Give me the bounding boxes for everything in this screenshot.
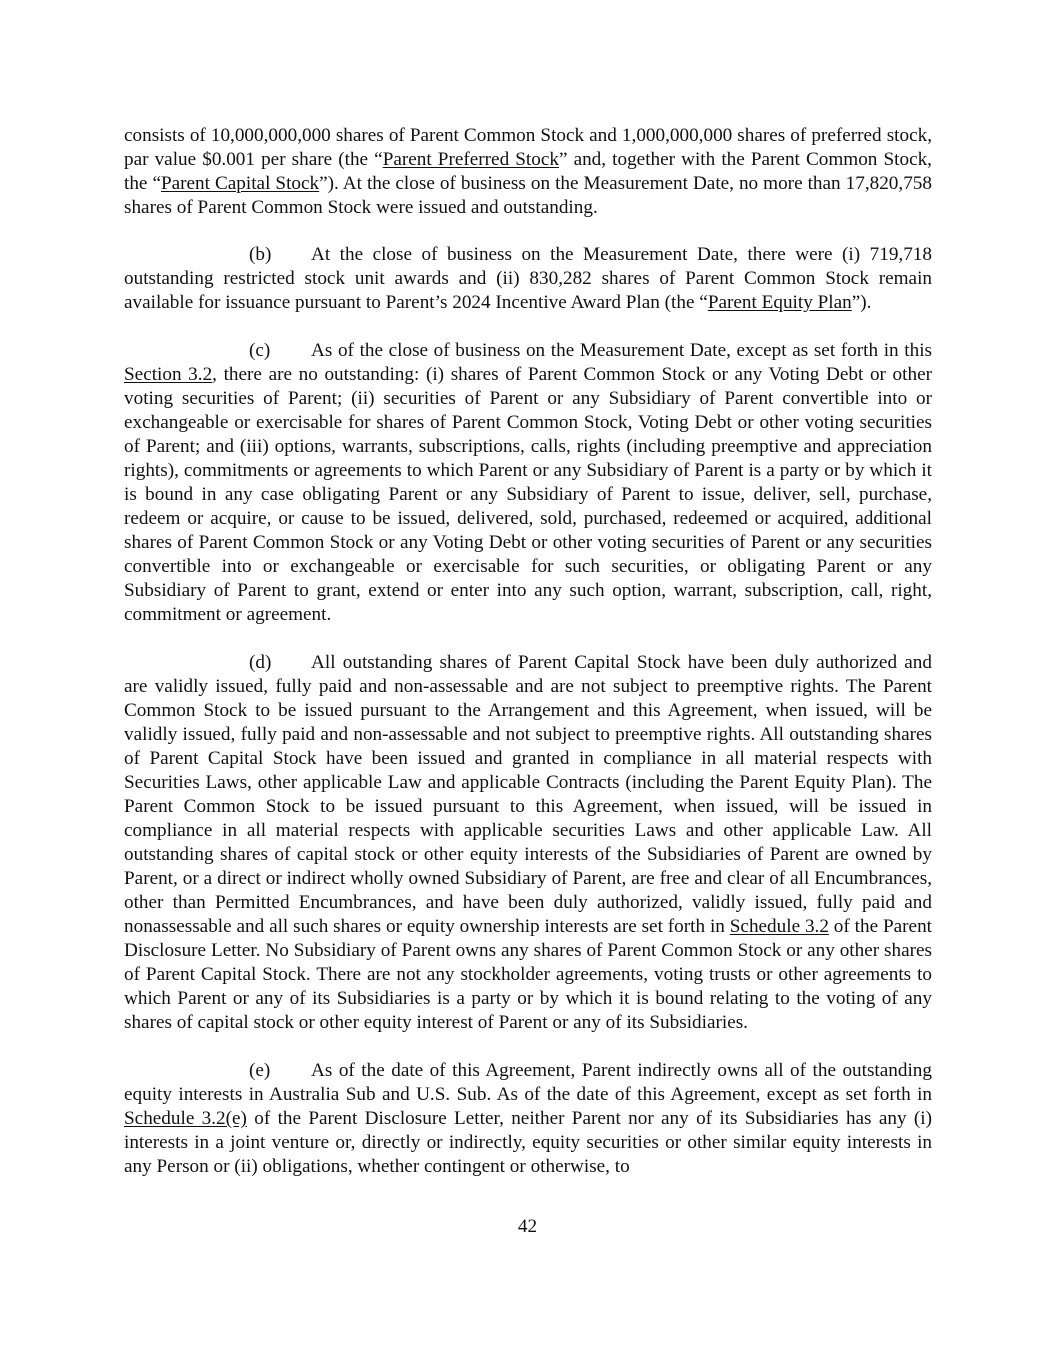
paragraph-label: (e)	[249, 1060, 271, 1081]
paragraph-e: (e) As of the date of this Agreement, Parent indirectly owns all of the outstanding equity interests in Australia Sub and U.S. Sub. As of the date of this Agreement, except as set forth in Schedule 3.2(e) of the Parent Disclosure Letter, neither Parent nor any of its Subsidiaries has any (i) interests in a joint venture or, directly or indirectly, equity securities or other similar equity interests in any Person or (ii) obligations, whether contingent or otherwise, to	[124, 1060, 932, 1177]
defined-term-parent-capital-stock: Parent Capital Stock	[160, 173, 320, 194]
paragraph-label: (c)	[249, 340, 271, 361]
paragraph-label: (d)	[249, 652, 272, 673]
paragraph-d: (d) All outstanding shares of Parent Capital Stock have been duly authorized and are validly issued, fully paid and non-assessable and are not subject to preemptive rights. The Parent Common Stock to be issued pursuant to the Arrangement and this Agreement, when issued, will be validly issued, fully paid and non-assessable and not subject to preemptive rights. All outstanding shares of Parent Capital Stock have been issued and granted in compliance in all material respects with Securities Laws, other applicable Law and applicable Contracts (including the Parent Equity Plan). The Parent Common Stock to be issued pursuant to this Agreement, when issued, will be issued in compliance in all material respects with applicable securities Laws and other applicable Law. All outstanding shares of capital stock or other equity interests of the Subsidiaries of Parent are owned by Parent, or a direct or indirect wholly owned Subsidiary of Parent, are free and clear of all Encumbrances, other than Permitted Encumbrances, and have been duly authorized, validly issued, fully paid and nonassessable and all such shares or equity ownership interests are set forth in Schedule 3.2 of the Parent Disclosure Letter. No Subsidiary of Parent owns any shares of Parent Common Stock or any other shares of Parent Capital Stock. There are not any stockholder agreements, voting trusts or other agreements to which Parent or any of its Subsidiaries is a party or by which it is bound relating to the voting of any shares of capital stock or other equity interest of Parent or any of its Subsidiaries.	[124, 652, 932, 1033]
paragraph-label: (b)	[249, 244, 272, 265]
paragraph-b: (b) At the close of business on the Measurement Date, there were (i) 719,718 outstanding restricted stock unit awards and (ii) 830,282 shares of Parent Common Stock remain available for issuance pursuant to Parent’s 2024 Incentive Award Plan (the “Parent Equity Plan”).	[124, 244, 932, 313]
page-number: 42	[517, 1216, 538, 1237]
defined-term-parent-preferred-stock: Parent Preferred Stock	[382, 149, 559, 170]
paragraph-c: (c) As of the close of business on the Measurement Date, except as set forth in this Section 3.2, there are no outstanding: (i) shares of Parent Common Stock or any Voting Debt or other voting securities of Parent; (ii) securities of Parent or any Subsidiary of Parent convertible into or exchangeable or exercisable for shares of Parent Common Stock, Voting Debt or other voting securities of Parent; and (iii) options, warrants, subscriptions, calls, rights (including preemptive and appreciation rights), commitments or agreements to which Parent or any Subsidiary of Parent is a party or by which it is bound in any case obligating Parent or any Subsidiary of Parent to issue, deliver, sell, purchase, redeem or acquire, or cause to be issued, delivered, sold, purchased, redeemed or acquired, additional shares of Parent Common Stock or any Voting Debt or other voting securities of Parent or any securities convertible into or exchangeable or exercisable for such securities, or obligating Parent or any Subsidiary of Parent to grant, extend or enter into any such option, warrant, subscription, call, right, commitment or agreement.	[124, 340, 932, 625]
document-page	[124, 124, 932, 1203]
schedule-reference-3-2: Schedule 3.2	[729, 916, 829, 937]
defined-term-parent-equity-plan: Parent Equity Plan	[707, 292, 852, 313]
schedule-reference-3-2e: Schedule 3.2(e)	[124, 1108, 247, 1129]
paragraph-a-continuation: consists of 10,000,000,000 shares of Parent Common Stock and 1,000,000,000 shares of preferred stock, par value $0.001 per share (the “Parent Preferred Stock” and, together with the Parent Common Stock, the “Parent Capital Stock”). At the close of business on the Measurement Date, no more than 17,820,758 shares of Parent Common Stock were issued and outstanding.	[124, 125, 932, 218]
section-reference-3-2: Section 3.2	[124, 364, 213, 385]
